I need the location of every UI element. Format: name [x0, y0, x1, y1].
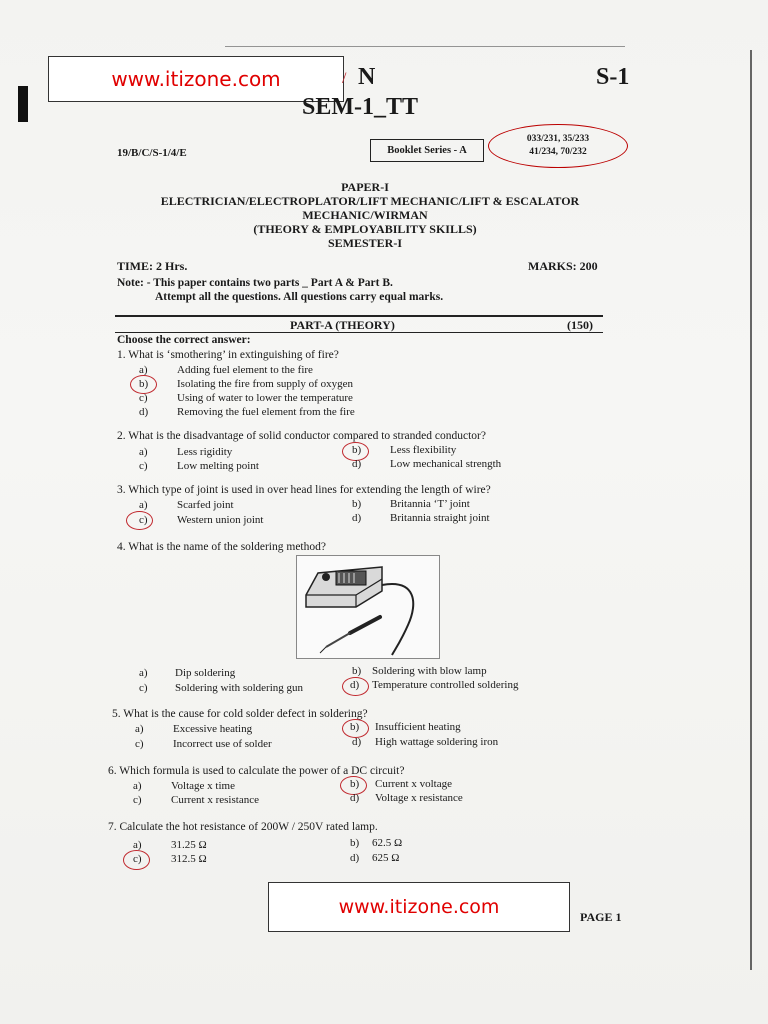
q1-d-label: d): [139, 406, 149, 418]
q4-a-text: Dip soldering: [175, 667, 236, 679]
q2-d-label: d): [352, 458, 362, 470]
q4-text: 4. What is the name of the soldering method?: [117, 541, 326, 553]
q6-b-text: Current x voltage: [375, 778, 452, 790]
left-black-bar: [18, 86, 28, 122]
q3-d-label: d): [352, 512, 362, 524]
q1-a-label: a): [139, 364, 148, 376]
q4-d-text: Temperature controlled soldering: [372, 679, 519, 691]
q7-c-label: c): [133, 853, 142, 865]
separator-rule-2: [115, 332, 603, 333]
q1-b-label: b): [139, 378, 149, 390]
q3-text: 3. Which type of joint is used in over head lines for extending the length of wire?: [117, 484, 491, 496]
q3-c-label: c): [139, 514, 148, 526]
q2-c-text: Low melting point: [177, 460, 259, 472]
q5-d-text: High wattage soldering iron: [375, 736, 499, 748]
title-line4: SEMESTER-I: [327, 236, 403, 250]
page-number: PAGE 1: [580, 910, 622, 924]
watermark-top[interactable]: www.itizone.com: [48, 56, 344, 102]
soldering-station-illustration: [296, 555, 440, 659]
q6-a-label: a): [133, 780, 142, 792]
q4-b-label: b): [352, 665, 362, 677]
title-paper: PAPER-I: [341, 180, 389, 194]
q5-text: 5. What is the cause for cold solder defect in soldering?: [112, 708, 368, 720]
q7-d-text: 625 Ω: [372, 852, 400, 864]
booklet-series-box: [370, 139, 484, 162]
time-label: TIME: 2 Hrs.: [117, 259, 188, 273]
q5-b-text: Insufficient heating: [375, 721, 461, 733]
q1-d-text: Removing the fuel element from the fire: [177, 406, 355, 418]
q4-c-text: Soldering with soldering gun: [175, 682, 304, 694]
q1-c-label: c): [139, 392, 148, 404]
header-letter-n: N: [358, 64, 376, 90]
q3-a-text: Scarfed joint: [177, 499, 234, 511]
q3-b-label: b): [352, 498, 362, 510]
q5-b-label: b): [350, 721, 360, 733]
q3-a-label: a): [139, 499, 148, 511]
q7-a-text: 31.25 Ω: [171, 839, 207, 851]
q1-a-text: Adding fuel element to the fire: [177, 364, 313, 376]
q2-text: 2. What is the disadvantage of solid conductor compared to stranded conductor?: [117, 430, 486, 442]
q4-b-text: Soldering with blow lamp: [372, 665, 487, 677]
q6-text: 6. Which formula is used to calculate the power of a DC circuit?: [108, 765, 405, 777]
q4-answer-circle: [342, 677, 369, 696]
instruction: Choose the correct answer:: [117, 334, 251, 346]
q4-c-label: c): [139, 682, 148, 694]
note-line1: Note: - This paper contains two parts _ Part A & Part B.: [117, 277, 393, 289]
q2-c-label: c): [139, 460, 148, 472]
watermark-bottom[interactable]: www.itizone.com: [268, 882, 570, 932]
q1-text: 1. What is ‘smothering’ in extinguishing of fire?: [117, 349, 339, 361]
title-line2: MECHANIC/WIRMAN: [302, 208, 428, 222]
top-rule: [225, 46, 625, 47]
pen-mark: /: [342, 70, 347, 87]
q5-c-text: Incorrect use of solder: [173, 738, 272, 750]
q3-c-text: Western union joint: [177, 514, 264, 526]
q1-c-text: Using of water to lower the temperature: [177, 392, 353, 404]
q7-b-text: 62.5 Ω: [372, 837, 403, 849]
right-edge-line: [750, 50, 752, 970]
booklet-series: Booklet Series - A: [387, 145, 467, 156]
q7-d-label: d): [350, 852, 360, 864]
q6-a-text: Voltage x time: [171, 780, 235, 792]
q4-d-label: d): [350, 679, 360, 691]
q4-a-label: a): [139, 667, 148, 679]
q1-b-text: Isolating the fire from supply of oxygen: [177, 378, 353, 390]
q2-b-label: b): [352, 444, 362, 456]
part-a-marks: (150): [567, 318, 593, 332]
q3-answer-circle: [126, 511, 153, 530]
q6-c-text: Current x resistance: [171, 794, 259, 806]
q6-b-label: b): [350, 778, 360, 790]
header-sem: SEM-1_TT: [302, 94, 419, 120]
note-line2: Attempt all the questions. All questions carry equal marks.: [155, 291, 444, 303]
q5-c-label: c): [135, 738, 144, 750]
q7-b-label: b): [350, 837, 360, 849]
q6-c-label: c): [133, 794, 142, 806]
title-line1: ELECTRICIAN/ELECTROPLATOR/LIFT MECHANIC/LIFT & ESCALATOR: [160, 194, 580, 208]
q5-a-label: a): [135, 723, 144, 735]
q7-answer-circle: [123, 850, 150, 870]
part-a-heading: PART-A (THEORY): [290, 318, 395, 332]
q7-c-text: 312.5 Ω: [171, 853, 207, 865]
q3-d-text: Britannia straight joint: [390, 512, 490, 524]
q3-b-text: Britannia ‘T’ joint: [390, 498, 470, 510]
header-code-s1: S-1: [596, 64, 630, 90]
q5-a-text: Excessive heating: [173, 723, 253, 735]
header-ref: 19/B/C/S-1/4/E: [117, 147, 187, 159]
title-line3: (THEORY & EMPLOYABILITY SKILLS): [253, 222, 477, 236]
codes-line1: 033/231, 35/233: [526, 134, 590, 144]
marks-label: MARKS: 200: [528, 259, 598, 273]
q2-b-text: Less flexibility: [390, 444, 457, 456]
q7-a-label: a): [133, 839, 142, 851]
codes-line2: 41/234, 70/232: [529, 147, 587, 157]
q2-a-text: Less rigidity: [177, 446, 233, 458]
q5-d-label: d): [352, 736, 362, 748]
separator-rule: [115, 315, 603, 317]
q2-d-text: Low mechanical strength: [390, 458, 502, 470]
course-codes-oval: [488, 124, 628, 168]
q7-text: 7. Calculate the hot resistance of 200W / 250V rated lamp.: [108, 821, 378, 833]
q6-d-text: Voltage x resistance: [375, 792, 463, 804]
q2-a-label: a): [139, 446, 148, 458]
q6-d-label: d): [350, 792, 360, 804]
